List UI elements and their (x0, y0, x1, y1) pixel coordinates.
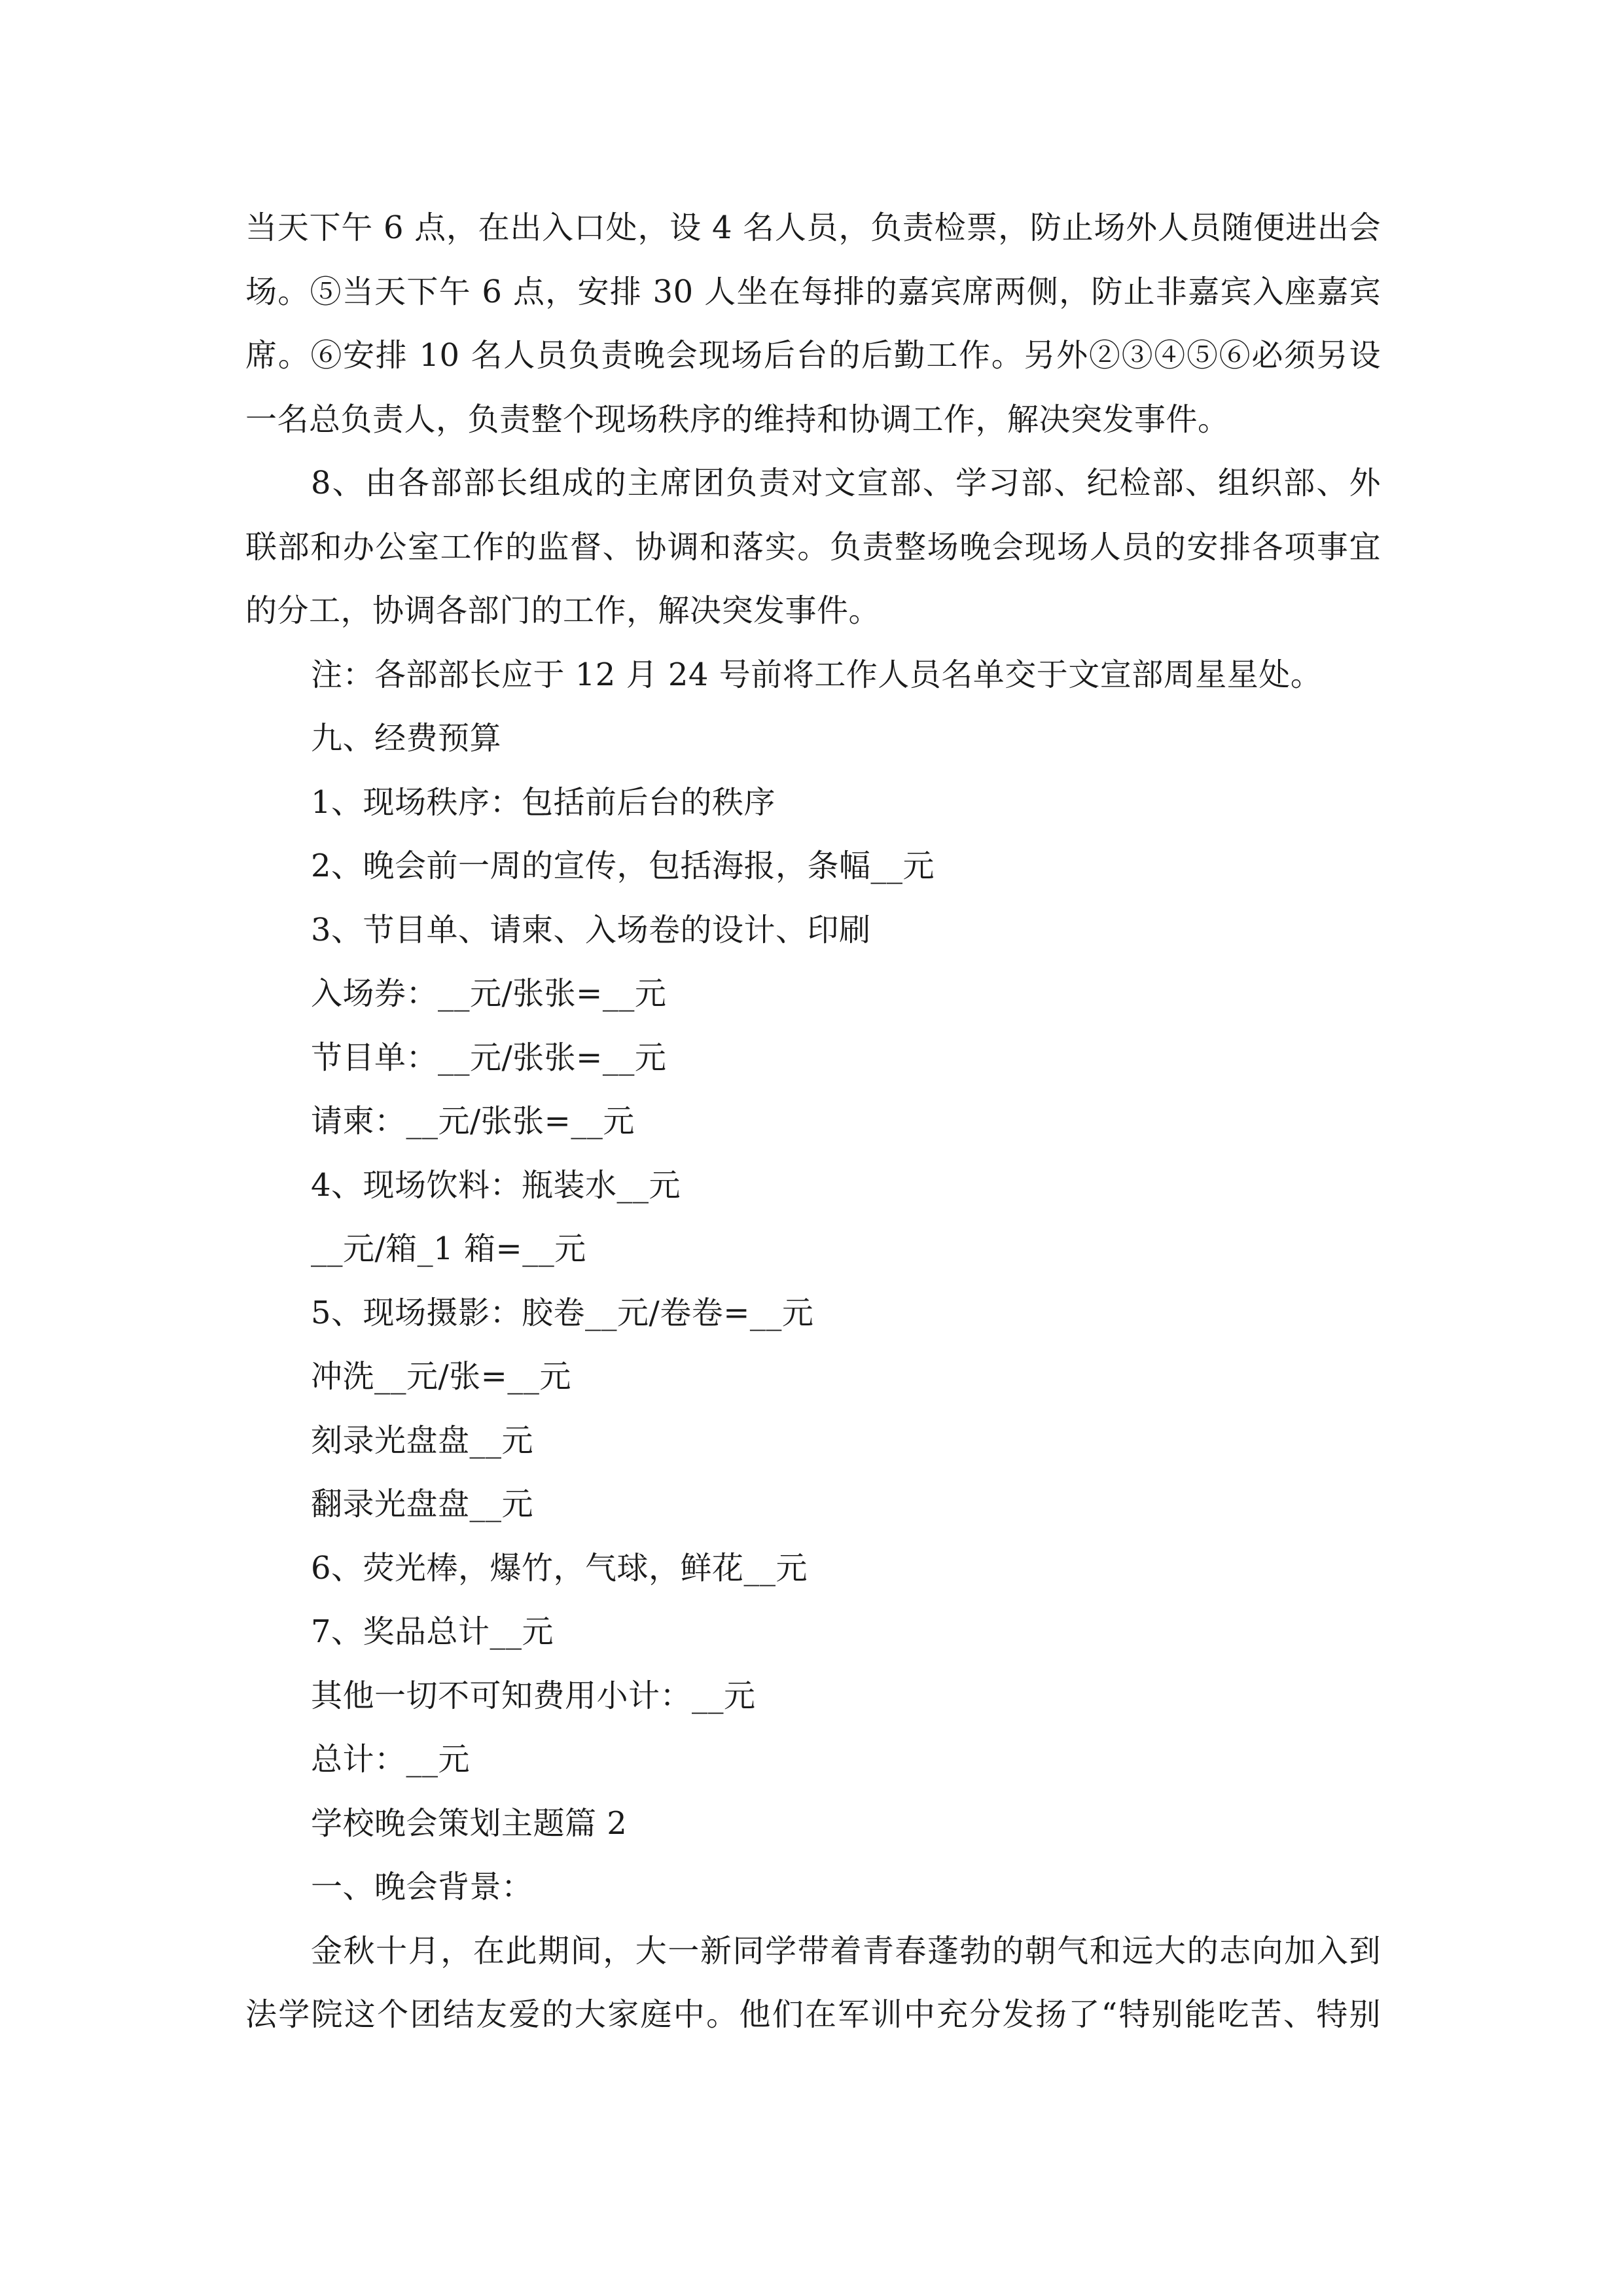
text-line: 场。⑤当天下午 6 点，安排 30 人坐在每排的嘉宾席两侧，防止非嘉宾入座嘉宾 (245, 273, 1381, 310)
paragraph-presidium (245, 452, 1381, 643)
budget-subitem: __元/箱_1 箱=__元 (311, 1230, 586, 1267)
section-heading-background: 一、晚会背景： (311, 1869, 533, 1905)
section-heading-budget: 九、经费预算 (311, 720, 502, 757)
budget-other: 其他一切不可知费用小计：__元 (311, 1677, 756, 1714)
paragraph-background (245, 1920, 1381, 2047)
text-line: 金秋十月，在此期间，大一新同学带着青春蓬勃的朝气和远大的志向加入到 (311, 1932, 1381, 1969)
budget-subitem: 请柬：__元/张张=__元 (311, 1103, 635, 1139)
budget-item: 6、荧光棒，爆竹，气球，鲜花__元 (311, 1549, 808, 1587)
text-line: 席。⑥安排 10 名人员负责晚会现场后台的后勤工作。另外②③④⑤⑥必须另设 (245, 337, 1381, 374)
document-body (245, 196, 1381, 2047)
budget-item: 4、现场饮料：瓶装水__元 (311, 1166, 681, 1204)
text-line: 法学院这个团结友爱的大家庭中。他们在军训中充分发扬了“特别能吃苦、特别 (245, 1996, 1381, 2033)
budget-subitem: 刻录光盘盘__元 (311, 1422, 534, 1459)
article-title: 学校晚会策划主题篇 2 (311, 1804, 628, 1842)
budget-subitem: 入场券：__元/张张=__元 (311, 975, 667, 1012)
text-line: 一名总负责人，负责整个现场秩序的维持和协调工作，解决突发事件。 (245, 401, 1230, 438)
text-line: 联部和办公室工作的监督、协调和落实。负责整场晚会现场人员的安排各项事宜 (245, 528, 1381, 565)
budget-item: 1、现场秩序：包括前后台的秩序 (311, 783, 776, 821)
budget-item: 5、现场摄影：胶卷__元/卷卷=__元 (311, 1294, 814, 1331)
budget-subitem: 节目单：__元/张张=__元 (311, 1039, 667, 1076)
budget-total: 总计：__元 (311, 1741, 471, 1778)
budget-item: 7、奖品总计__元 (311, 1613, 554, 1650)
text-line: 的分工，协调各部门的工作，解决突发事件。 (245, 592, 881, 629)
text-line: 当天下午 6 点，在出入口处，设 4 名人员，负责检票，防止场外人员随便进出会 (245, 209, 1381, 246)
budget-item: 2、晚会前一周的宣传，包括海报，条幅__元 (311, 848, 935, 884)
note-line: 注：各部部长应于 12 月 24 号前将工作人员名单交于文宣部周星星处。 (311, 656, 1323, 693)
budget-subitem: 翻录光盘盘__元 (311, 1486, 534, 1522)
text-line: 8、由各部部长组成的主席团负责对文宣部、学习部、纪检部、组织部、外 (311, 465, 1381, 501)
budget-item: 3、节目单、请柬、入场卷的设计、印刷 (311, 911, 871, 948)
budget-subitem: 冲洗__元/张=__元 (311, 1358, 571, 1395)
paragraph-staffing (245, 196, 1381, 452)
